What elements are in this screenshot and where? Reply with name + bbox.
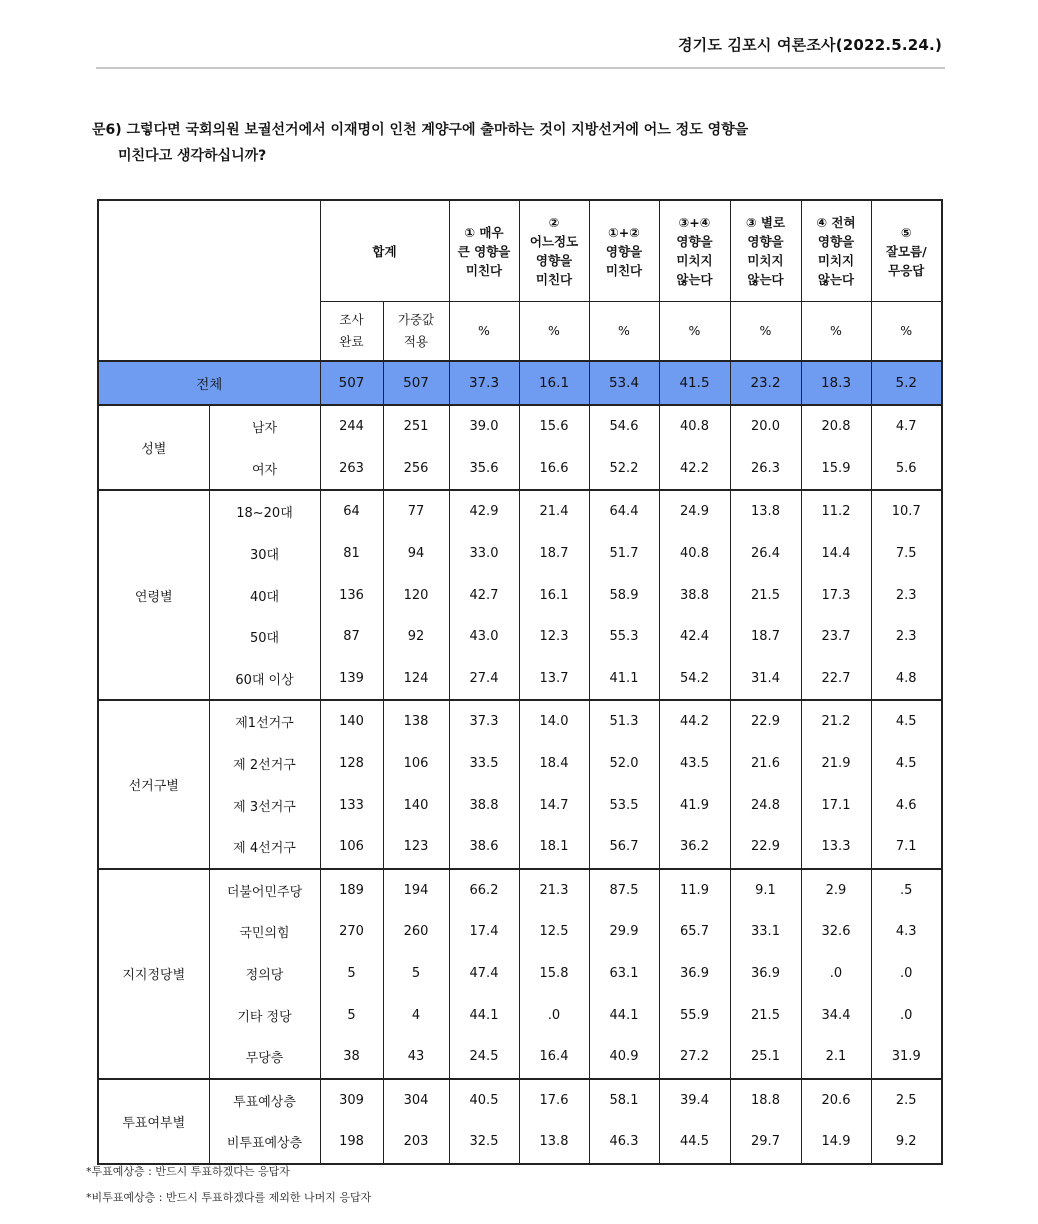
header-col-4: ③+④ 영향을 미치지 않는다 bbox=[659, 200, 730, 302]
cell-value: 2.3 bbox=[871, 574, 942, 616]
cell-value: 63.1 bbox=[589, 953, 659, 995]
total-value: 37.3 bbox=[449, 361, 519, 405]
cell-value: 21.4 bbox=[519, 490, 589, 533]
cell-value: 15.6 bbox=[519, 405, 589, 448]
group-label: 선거구별 bbox=[98, 700, 209, 868]
cell-value: 26.3 bbox=[730, 448, 801, 491]
row-label: 기타 정당 bbox=[209, 994, 320, 1036]
cell-value: 5.6 bbox=[871, 448, 942, 491]
header-pct: % bbox=[449, 302, 519, 362]
cell-value: 11.9 bbox=[659, 869, 730, 912]
cell-value: 40.8 bbox=[659, 405, 730, 448]
table-row bbox=[98, 869, 942, 912]
table-row bbox=[98, 490, 942, 533]
header-pct: % bbox=[801, 302, 871, 362]
cell-value: 44.2 bbox=[659, 700, 730, 743]
cell-value: 27.4 bbox=[449, 658, 519, 701]
cell-value: 17.4 bbox=[449, 911, 519, 953]
cell-value: 40.9 bbox=[589, 1036, 659, 1079]
cell-value: 2.3 bbox=[871, 616, 942, 658]
table-row bbox=[98, 1036, 942, 1079]
cell-value: 4.8 bbox=[871, 658, 942, 701]
table-row bbox=[98, 700, 942, 743]
cell-value: 251 bbox=[383, 405, 449, 448]
total-value: 16.1 bbox=[519, 361, 589, 405]
cell-value: 87.5 bbox=[589, 869, 659, 912]
cell-value: 9.1 bbox=[730, 869, 801, 912]
table-row bbox=[98, 743, 942, 785]
header-total: 합계 bbox=[320, 200, 449, 302]
cell-value: 4.3 bbox=[871, 911, 942, 953]
total-value: 41.5 bbox=[659, 361, 730, 405]
row-label: 18~20대 bbox=[209, 490, 320, 533]
row-label: 무당층 bbox=[209, 1036, 320, 1079]
cell-value: 140 bbox=[320, 700, 383, 743]
cell-value: 52.0 bbox=[589, 743, 659, 785]
cell-value: 309 bbox=[320, 1079, 383, 1122]
header-divider bbox=[96, 67, 945, 69]
table-row bbox=[98, 784, 942, 826]
footnote-1: *투표예상층 : 반드시 투표하겠다는 응답자 bbox=[86, 1165, 290, 1178]
cell-value: 4.7 bbox=[871, 405, 942, 448]
table-row bbox=[98, 1121, 942, 1164]
cell-value: 18.7 bbox=[730, 616, 801, 658]
cell-value: 12.3 bbox=[519, 616, 589, 658]
row-label: 제 4선거구 bbox=[209, 826, 320, 869]
cell-value: 41.1 bbox=[589, 658, 659, 701]
cell-value: 26.4 bbox=[730, 533, 801, 575]
cell-value: 17.3 bbox=[801, 574, 871, 616]
cell-value: 31.4 bbox=[730, 658, 801, 701]
cell-value: 14.0 bbox=[519, 700, 589, 743]
cell-value: 15.9 bbox=[801, 448, 871, 491]
cell-value: 2.5 bbox=[871, 1079, 942, 1122]
cell-value: 16.4 bbox=[519, 1036, 589, 1079]
cell-value: 133 bbox=[320, 784, 383, 826]
cell-value: 31.9 bbox=[871, 1036, 942, 1079]
cell-value: 33.5 bbox=[449, 743, 519, 785]
cell-value: 40.8 bbox=[659, 533, 730, 575]
cell-value: 44.1 bbox=[589, 994, 659, 1036]
cell-value: 244 bbox=[320, 405, 383, 448]
cell-value: 46.3 bbox=[589, 1121, 659, 1164]
group-label: 성별 bbox=[141, 442, 167, 458]
total-value: 18.3 bbox=[801, 361, 871, 405]
cell-value: 16.1 bbox=[519, 574, 589, 616]
cell-value: 128 bbox=[320, 743, 383, 785]
cell-value: 17.6 bbox=[519, 1079, 589, 1122]
row-label: 제1선거구 bbox=[209, 700, 320, 743]
cell-value: 25.1 bbox=[730, 1036, 801, 1079]
total-value: 507 bbox=[320, 361, 383, 405]
cell-value: 43.5 bbox=[659, 743, 730, 785]
cell-value: 43.0 bbox=[449, 616, 519, 658]
cell-value: 16.6 bbox=[519, 448, 589, 491]
row-label: 정의당 bbox=[209, 953, 320, 995]
cell-value: 22.9 bbox=[730, 826, 801, 869]
cell-value: 44.1 bbox=[449, 994, 519, 1036]
header-pct: % bbox=[589, 302, 659, 362]
row-label: 제 3선거구 bbox=[209, 784, 320, 826]
cell-value: 24.5 bbox=[449, 1036, 519, 1079]
group-label: 투표여부별 bbox=[98, 1079, 209, 1164]
table-row bbox=[98, 826, 942, 869]
cell-value: 42.7 bbox=[449, 574, 519, 616]
cell-value: 51.3 bbox=[589, 700, 659, 743]
cell-value: 36.2 bbox=[659, 826, 730, 869]
row-label: 투표예상층 bbox=[209, 1079, 320, 1122]
cell-value: 38 bbox=[320, 1036, 383, 1079]
cell-value: 66.2 bbox=[449, 869, 519, 912]
cell-value: .0 bbox=[801, 953, 871, 995]
cell-value: 13.8 bbox=[519, 1121, 589, 1164]
cell-value: 23.7 bbox=[801, 616, 871, 658]
table-row bbox=[98, 658, 942, 701]
cell-value: 2.1 bbox=[801, 1036, 871, 1079]
cell-value: 42.9 bbox=[449, 490, 519, 533]
header-blank-cell bbox=[98, 200, 320, 361]
cell-value: 27.2 bbox=[659, 1036, 730, 1079]
cell-value: 37.3 bbox=[449, 700, 519, 743]
row-label: 30대 bbox=[209, 533, 320, 575]
cell-value: 21.5 bbox=[730, 994, 801, 1036]
cell-value: 44.5 bbox=[659, 1121, 730, 1164]
cell-value: 12.5 bbox=[519, 911, 589, 953]
cell-value: 13.8 bbox=[730, 490, 801, 533]
header-row-top bbox=[98, 200, 942, 302]
cell-value: 9.2 bbox=[871, 1121, 942, 1164]
row-label: 여자 bbox=[209, 448, 320, 491]
cell-value: 263 bbox=[320, 448, 383, 491]
table-row bbox=[98, 448, 942, 491]
header-completed: 조사 완료 bbox=[320, 302, 383, 362]
table-row bbox=[98, 953, 942, 995]
cell-value: 33.1 bbox=[730, 911, 801, 953]
table-row bbox=[98, 994, 942, 1036]
cell-value: 94 bbox=[383, 533, 449, 575]
cell-value: 33.0 bbox=[449, 533, 519, 575]
header-pct: % bbox=[871, 302, 942, 362]
total-value: 507 bbox=[383, 361, 449, 405]
row-label: 국민의힘 bbox=[209, 911, 320, 953]
cell-value: 138 bbox=[383, 700, 449, 743]
total-row bbox=[98, 361, 942, 405]
cell-value: 77 bbox=[383, 490, 449, 533]
cell-value: 29.7 bbox=[730, 1121, 801, 1164]
cell-value: 32.6 bbox=[801, 911, 871, 953]
cell-value: 55.3 bbox=[589, 616, 659, 658]
row-label: 60대 이상 bbox=[209, 658, 320, 701]
cell-value: 38.6 bbox=[449, 826, 519, 869]
header-col-1: ① 매우 큰 영향을 미친다 bbox=[449, 200, 519, 302]
cell-value: 43 bbox=[383, 1036, 449, 1079]
cell-value: 22.9 bbox=[730, 700, 801, 743]
header-weighted: 가중값 적용 bbox=[383, 302, 449, 362]
cell-value: 54.6 bbox=[589, 405, 659, 448]
row-label: 제 2선거구 bbox=[209, 743, 320, 785]
cell-value: 54.2 bbox=[659, 658, 730, 701]
header-col-6: ④ 전혀 영향을 미치지 않는다 bbox=[801, 200, 871, 302]
cell-value: 64.4 bbox=[589, 490, 659, 533]
cell-value: 18.8 bbox=[730, 1079, 801, 1122]
cell-value: 18.1 bbox=[519, 826, 589, 869]
cell-value: 17.1 bbox=[801, 784, 871, 826]
cell-value: 36.9 bbox=[659, 953, 730, 995]
cell-value: 4.6 bbox=[871, 784, 942, 826]
total-value: 53.4 bbox=[589, 361, 659, 405]
cell-value: 136 bbox=[320, 574, 383, 616]
cell-value: 304 bbox=[383, 1079, 449, 1122]
total-value: 23.2 bbox=[730, 361, 801, 405]
cell-value: 5 bbox=[383, 953, 449, 995]
cell-value: 120 bbox=[383, 574, 449, 616]
cell-value: 194 bbox=[383, 869, 449, 912]
cell-value: 5 bbox=[320, 994, 383, 1036]
cell-value: 39.0 bbox=[449, 405, 519, 448]
cell-value: 42.2 bbox=[659, 448, 730, 491]
cell-value: 123 bbox=[383, 826, 449, 869]
cell-value: 106 bbox=[320, 826, 383, 869]
header-col-5: ③ 별로 영향을 미치지 않는다 bbox=[730, 200, 801, 302]
cell-value: 20.6 bbox=[801, 1079, 871, 1122]
cell-value: 32.5 bbox=[449, 1121, 519, 1164]
cell-value: 4.5 bbox=[871, 743, 942, 785]
cell-value: 260 bbox=[383, 911, 449, 953]
cell-value: 189 bbox=[320, 869, 383, 912]
cell-value: 13.3 bbox=[801, 826, 871, 869]
cell-value: 55.9 bbox=[659, 994, 730, 1036]
cell-value: 140 bbox=[383, 784, 449, 826]
table-row bbox=[98, 911, 942, 953]
question-line-2: 미친다고 생각하십니까? bbox=[118, 148, 267, 164]
cell-value: 20.0 bbox=[730, 405, 801, 448]
row-label: 비투표예상층 bbox=[209, 1121, 320, 1164]
total-label: 전체 bbox=[98, 361, 320, 405]
row-label: 남자 bbox=[209, 405, 320, 448]
cell-value: 81 bbox=[320, 533, 383, 575]
table-row bbox=[98, 1079, 942, 1122]
cell-value: 58.1 bbox=[589, 1079, 659, 1122]
question-text bbox=[92, 117, 952, 169]
cell-value: 7.5 bbox=[871, 533, 942, 575]
question-line-1: 문6) 그렇다면 국회의원 보궐선거에서 이재명이 인천 계양구에 출마하는 것이 지방선거에 어느 정도 영향을 bbox=[92, 122, 749, 138]
footnote-2: *비투표예상층 : 반드시 투표하겠다를 제외한 나머지 응답자 bbox=[86, 1191, 372, 1204]
cell-value: 21.9 bbox=[801, 743, 871, 785]
cell-value: 15.8 bbox=[519, 953, 589, 995]
cell-value: 56.7 bbox=[589, 826, 659, 869]
cell-value: 10.7 bbox=[871, 490, 942, 533]
cell-value: 24.9 bbox=[659, 490, 730, 533]
cell-value: 35.6 bbox=[449, 448, 519, 491]
cell-value: 41.9 bbox=[659, 784, 730, 826]
row-label: 50대 bbox=[209, 616, 320, 658]
cell-value: 21.5 bbox=[730, 574, 801, 616]
header-pct: % bbox=[659, 302, 730, 362]
cell-value: 106 bbox=[383, 743, 449, 785]
cell-value: 24.8 bbox=[730, 784, 801, 826]
cell-value: 2.9 bbox=[801, 869, 871, 912]
cell-value: 39.4 bbox=[659, 1079, 730, 1122]
cell-value: 87 bbox=[320, 616, 383, 658]
group-label: 지지정당별 bbox=[98, 869, 209, 1079]
cell-value: 38.8 bbox=[449, 784, 519, 826]
cell-value: .0 bbox=[871, 994, 942, 1036]
cell-value: 29.9 bbox=[589, 911, 659, 953]
cell-value: .0 bbox=[871, 953, 942, 995]
cell-value: 22.7 bbox=[801, 658, 871, 701]
cell-value: 47.4 bbox=[449, 953, 519, 995]
cell-value: 21.6 bbox=[730, 743, 801, 785]
report-title: 경기도 김포시 여론조사(2022.5.24.) bbox=[677, 36, 942, 54]
cell-value: 52.2 bbox=[589, 448, 659, 491]
header-col-3: ①+② 영향을 미친다 bbox=[589, 200, 659, 302]
cell-value: 14.7 bbox=[519, 784, 589, 826]
cell-value: 21.3 bbox=[519, 869, 589, 912]
cell-value: 36.9 bbox=[730, 953, 801, 995]
table-row bbox=[98, 574, 942, 616]
cell-value: 5 bbox=[320, 953, 383, 995]
cell-value: 21.2 bbox=[801, 700, 871, 743]
table-row bbox=[98, 533, 942, 575]
cell-value: 14.9 bbox=[801, 1121, 871, 1164]
cell-value: 92 bbox=[383, 616, 449, 658]
cell-value: .5 bbox=[871, 869, 942, 912]
header-col-7: ⑤ 잘모름/ 무응답 bbox=[871, 200, 942, 302]
cell-value: 124 bbox=[383, 658, 449, 701]
table-row bbox=[98, 616, 942, 658]
row-label: 40대 bbox=[209, 574, 320, 616]
cell-value: 18.7 bbox=[519, 533, 589, 575]
header-pct: % bbox=[519, 302, 589, 362]
cell-value: 18.4 bbox=[519, 743, 589, 785]
cell-value: 139 bbox=[320, 658, 383, 701]
cell-value: 14.4 bbox=[801, 533, 871, 575]
cell-value: 4 bbox=[383, 994, 449, 1036]
cell-value: 51.7 bbox=[589, 533, 659, 575]
cell-value: 58.9 bbox=[589, 574, 659, 616]
cell-value: 38.8 bbox=[659, 574, 730, 616]
cell-value: .0 bbox=[519, 994, 589, 1036]
cell-value: 65.7 bbox=[659, 911, 730, 953]
cell-value: 7.1 bbox=[871, 826, 942, 869]
cell-value: 34.4 bbox=[801, 994, 871, 1036]
table-body bbox=[98, 361, 942, 1164]
cell-value: 270 bbox=[320, 911, 383, 953]
cell-value: 42.4 bbox=[659, 616, 730, 658]
cell-value: 256 bbox=[383, 448, 449, 491]
cell-value: 20.8 bbox=[801, 405, 871, 448]
header-col-2: ② 어느정도 영향을 미친다 bbox=[519, 200, 589, 302]
row-label: 더불어민주당 bbox=[209, 869, 320, 912]
total-value: 5.2 bbox=[871, 361, 942, 405]
cell-value: 198 bbox=[320, 1121, 383, 1164]
table-row bbox=[98, 405, 942, 448]
cell-value: 11.2 bbox=[801, 490, 871, 533]
group-label: 연령별 bbox=[98, 490, 209, 700]
cell-value: 40.5 bbox=[449, 1079, 519, 1122]
results-table bbox=[97, 199, 943, 1165]
cell-value: 53.5 bbox=[589, 784, 659, 826]
cell-value: 4.5 bbox=[871, 700, 942, 743]
header-pct: % bbox=[730, 302, 801, 362]
cell-value: 64 bbox=[320, 490, 383, 533]
cell-value: 13.7 bbox=[519, 658, 589, 701]
cell-value: 203 bbox=[383, 1121, 449, 1164]
